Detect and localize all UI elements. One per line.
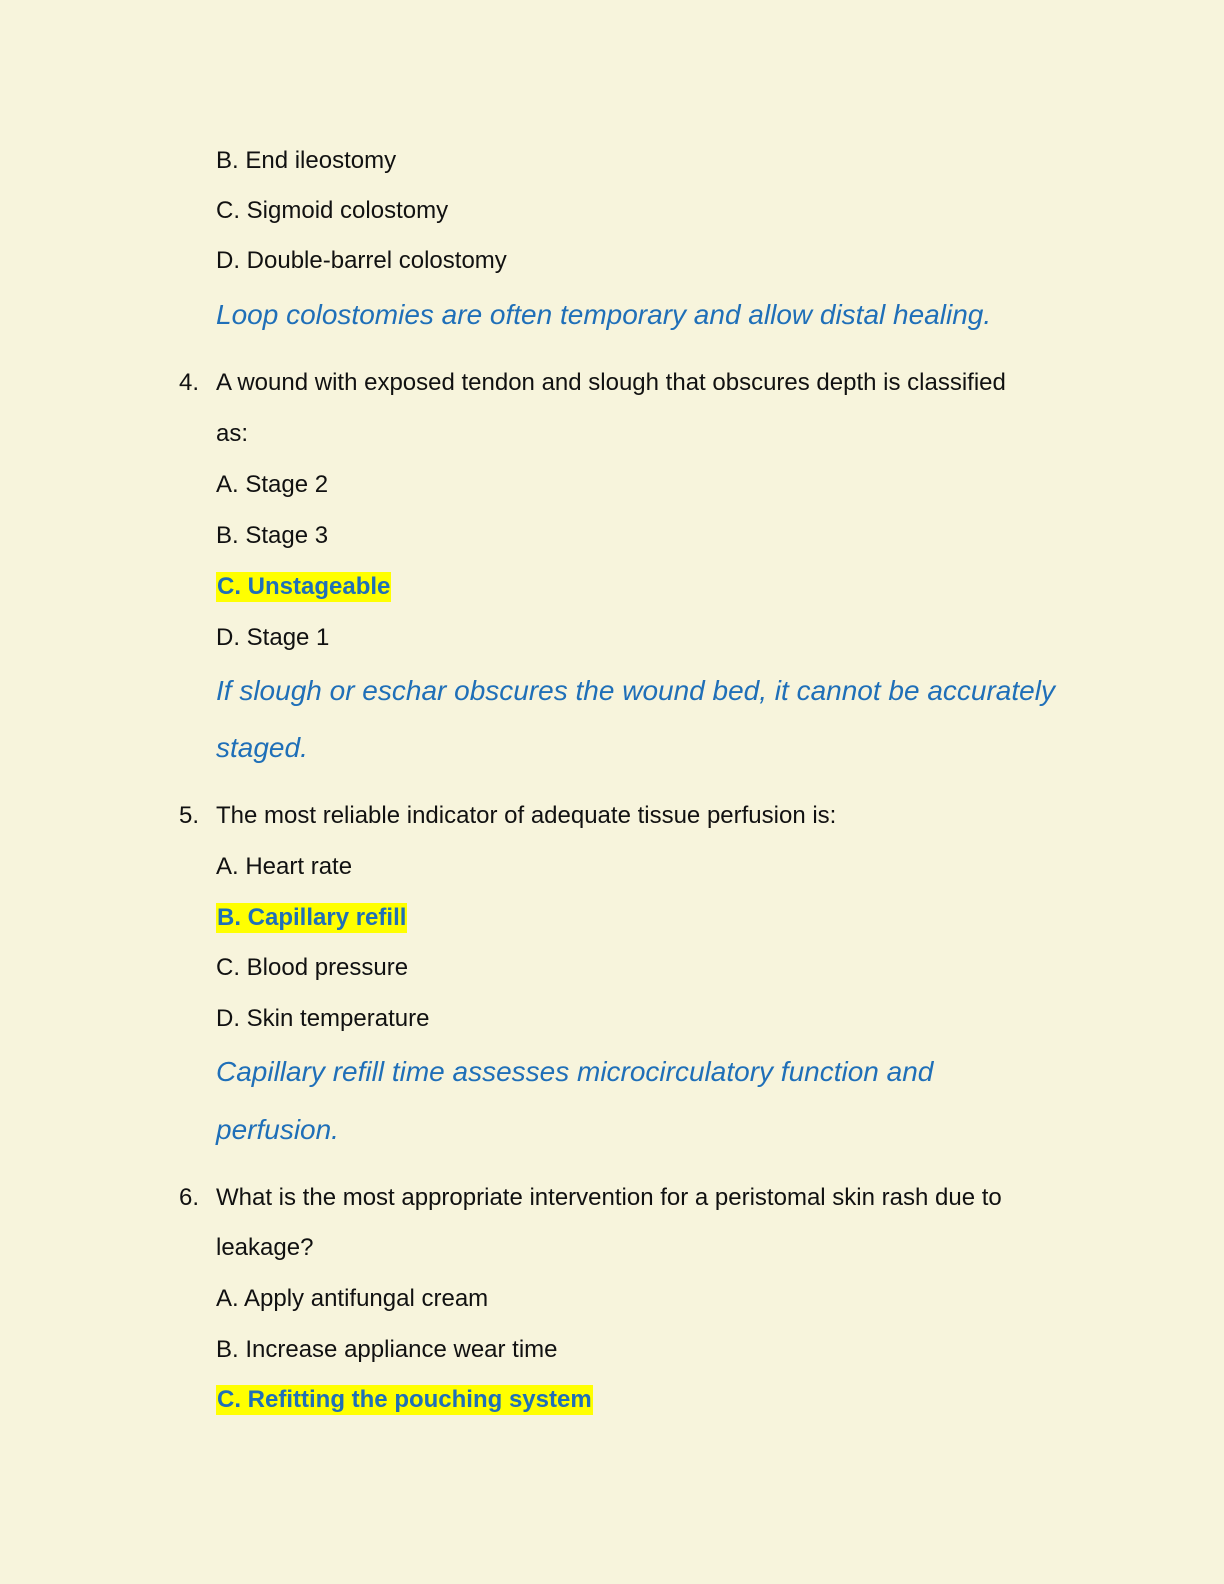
q6-number: 6. xyxy=(179,1184,200,1211)
q6-option-b: B. Increase appliance wear time xyxy=(216,1336,558,1363)
q6-stem-line2: leakage? xyxy=(216,1234,314,1261)
q5-stem: The most reliable indicator of adequate tissue perfusion is: xyxy=(216,802,837,829)
q4-stem-line1: A wound with exposed tendon and slough that obscures depth is classified xyxy=(216,369,1006,396)
q4-option-a: A. Stage 2 xyxy=(216,471,329,498)
q5-option-c: C. Blood pressure xyxy=(216,954,409,981)
q6-stem-line1: What is the most appropriate intervention for a peristomal skin rash due to xyxy=(216,1184,1002,1211)
q5-rationale-line2: perfusion. xyxy=(216,1114,339,1145)
q4-rationale-line2: staged. xyxy=(216,732,308,763)
q4-option-b: B. Stage 3 xyxy=(216,522,329,549)
q5-option-b-correct: B. Capillary refill xyxy=(217,904,407,931)
q6-option-c-correct: C. Refitting the pouching system xyxy=(217,1386,592,1413)
q4-option-d: D. Stage 1 xyxy=(216,624,330,651)
q6-option-a: A. Apply antifungal cream xyxy=(216,1285,489,1312)
q3-option-b: B. End ileostomy xyxy=(216,147,397,174)
q3-rationale: Loop colostomies are often temporary and allow distal healing. xyxy=(216,299,992,330)
q4-option-c-correct: C. Unstageable xyxy=(217,573,391,600)
q3-option-d: D. Double-barrel colostomy xyxy=(216,247,507,274)
q5-number: 5. xyxy=(179,802,200,829)
q5-rationale-line1: Capillary refill time assesses microcirculatory function and xyxy=(216,1056,934,1087)
q5-option-a: A. Heart rate xyxy=(216,853,353,880)
q4-number: 4. xyxy=(179,369,200,396)
q3-option-c: C. Sigmoid colostomy xyxy=(216,197,449,224)
q4-stem-line2: as: xyxy=(216,420,249,447)
q4-rationale-line1: If slough or eschar obscures the wound bed, it cannot be accurately xyxy=(216,675,1055,706)
q5-option-d: D. Skin temperature xyxy=(216,1005,430,1032)
